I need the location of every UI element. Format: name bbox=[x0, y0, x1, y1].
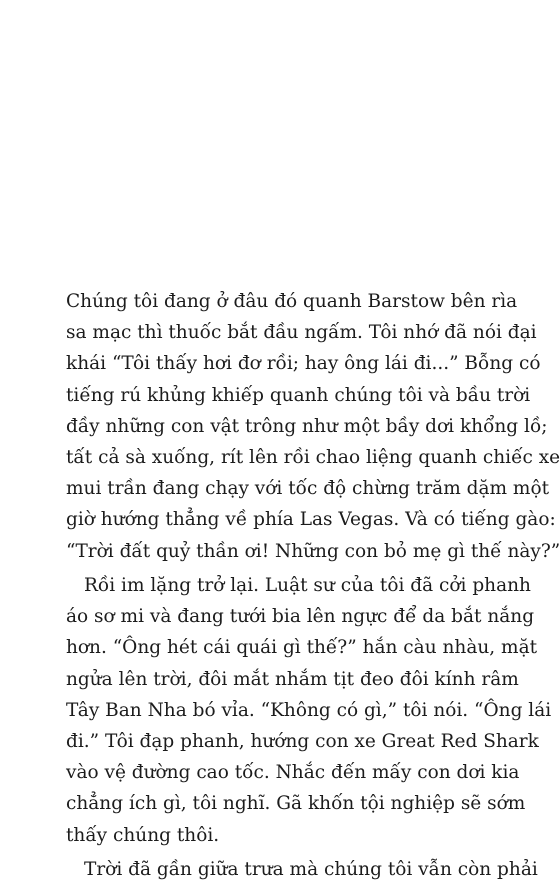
paragraph-1 bbox=[66, 286, 560, 567]
text-line: Trời đã gần giữa trưa mà chúng tôi vẫn còn phải bbox=[84, 859, 538, 881]
text-line: Tây Ban Nha bó vỉa. “Không có gì,” tôi nói. “Ông lái bbox=[66, 699, 552, 721]
text-line: Rồi im lặng trở lại. Luật sư của tôi đã cởi phanh bbox=[84, 575, 531, 597]
text-line: sa mạc thì thuốc bắt đầu ngấm. Tôi nhớ đã nói đại bbox=[66, 322, 537, 344]
paragraph-2 bbox=[66, 570, 552, 851]
text-line: khái “Tôi thấy hơi đơ rồi; hay ông lái đi...” Bỗng có bbox=[66, 353, 541, 375]
text-line: hơn. “Ông hét cái quái gì thế?” hắn càu nhàu, mặt bbox=[66, 637, 538, 659]
text-line: tiếng rú khủng khiếp quanh chúng tôi và bầu trời bbox=[66, 384, 531, 406]
text-line: áo sơ mi và đang tưới bia lên ngực để da bắt nắng bbox=[66, 606, 535, 628]
text-line: Chúng tôi đang ở đâu đó quanh Barstow bên rìa bbox=[66, 291, 518, 312]
text-line: mui trần đang chạy với tốc độ chừng trăm dặm một bbox=[66, 478, 550, 500]
text-line: thấy chúng thôi. bbox=[66, 824, 220, 846]
text-line: tất cả sà xuống, rít lên rồi chao liệng quanh chiếc xe bbox=[66, 446, 560, 468]
text-line: chẳng ích gì, tôi nghĩ. Gã khốn tội nghiệp sẽ sớm bbox=[66, 793, 526, 815]
body-text bbox=[66, 286, 560, 885]
text-line: đi.” Tôi đạp phanh, hướng con xe Great Red Shark bbox=[66, 731, 539, 753]
text-line: ngửa lên trời, đôi mắt nhắm tịt đeo đôi kính râm bbox=[66, 668, 519, 690]
text-line: “Trời đất quỷ thần ơi! Những con bỏ mẹ gì thế này?” bbox=[66, 540, 560, 562]
text-line: vào vệ đường cao tốc. Nhắc đến mấy con dơi kia bbox=[66, 762, 520, 784]
paragraph-3 bbox=[66, 854, 538, 885]
text-line: đầy những con vật trông như một bầy dơi khổng lồ; bbox=[66, 415, 548, 437]
text-line: giờ hướng thẳng về phía Las Vegas. Và có tiếng gào: bbox=[66, 509, 556, 531]
